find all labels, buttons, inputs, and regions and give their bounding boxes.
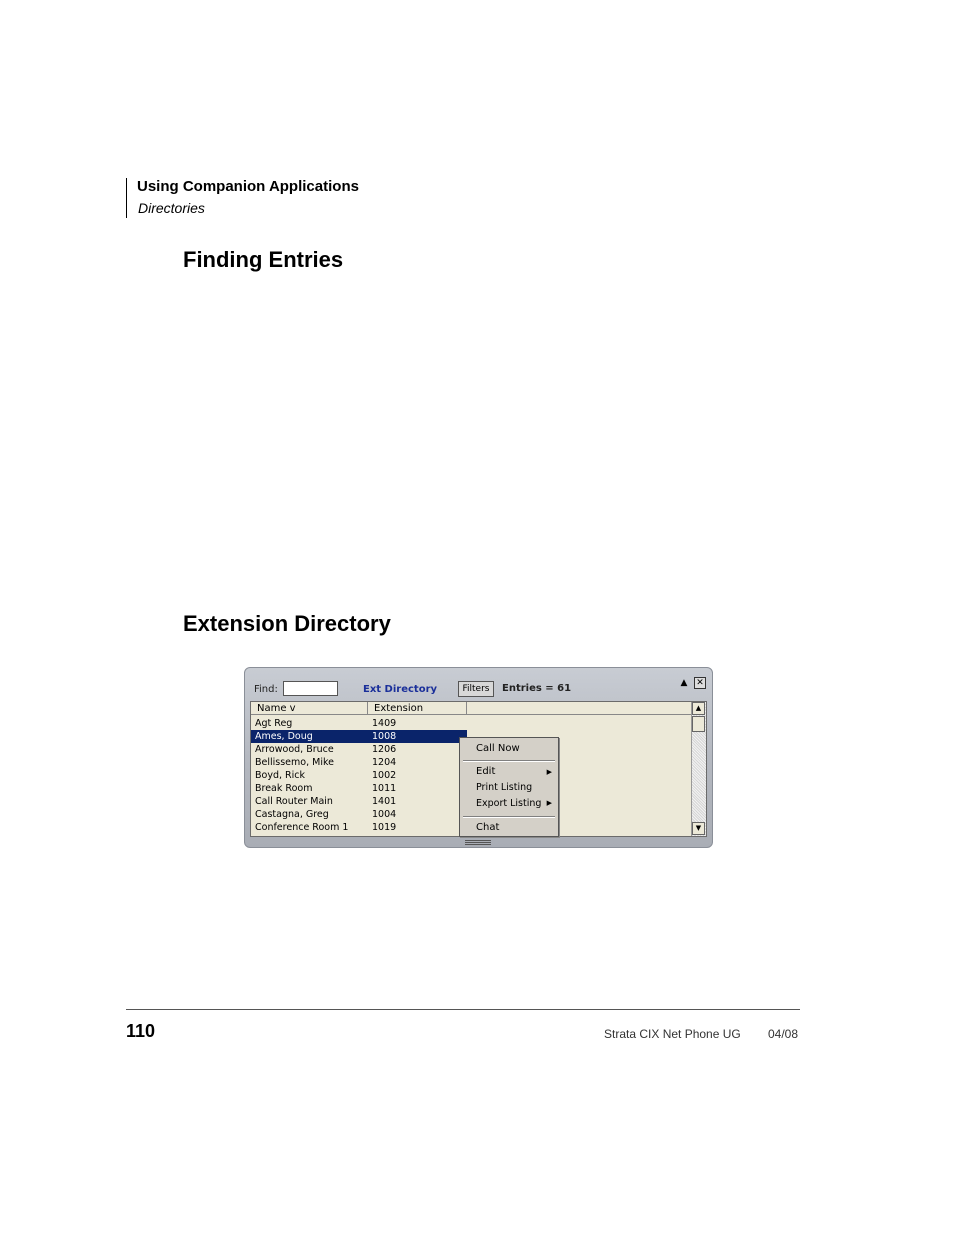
- pin-icon[interactable]: ▲: [680, 678, 688, 688]
- row-extension: 1401: [372, 796, 397, 807]
- document-date: 04/08: [768, 1027, 799, 1041]
- row-extension: 1008: [372, 731, 397, 742]
- column-header-empty: [467, 702, 693, 715]
- find-input[interactable]: [283, 681, 338, 696]
- close-icon[interactable]: ✕: [694, 677, 706, 689]
- extension-directory-window: [244, 667, 713, 848]
- row-name: Ames, Doug: [255, 731, 313, 742]
- menu-item-edit[interactable]: Edit: [476, 766, 496, 777]
- scroll-thumb[interactable]: [692, 716, 705, 732]
- table-row[interactable]: [251, 743, 467, 756]
- table-row[interactable]: [251, 756, 467, 769]
- scroll-down-icon[interactable]: ▼: [692, 822, 705, 835]
- menu-item-chat[interactable]: Chat: [476, 822, 500, 833]
- menu-item-print-listing[interactable]: Print Listing: [476, 782, 533, 793]
- row-name: Break Room: [255, 783, 313, 794]
- row-name: Call Router Main: [255, 796, 333, 807]
- column-header-extension[interactable]: Extension: [368, 702, 467, 715]
- table-row[interactable]: [251, 795, 467, 808]
- directory-title[interactable]: Ext Directory: [363, 684, 438, 695]
- find-label: Find:: [254, 684, 278, 695]
- filters-button[interactable]: Filters: [458, 681, 494, 697]
- table-row-selected[interactable]: [251, 730, 467, 743]
- row-extension: 1004: [372, 809, 397, 820]
- menu-item-call-now[interactable]: Call Now: [476, 743, 520, 754]
- table-row[interactable]: [251, 808, 467, 821]
- column-header-name[interactable]: Name v: [251, 702, 368, 715]
- scroll-up-icon[interactable]: ▲: [692, 702, 705, 715]
- entries-count: Entries = 61: [502, 683, 572, 694]
- directory-toolbar: [251, 680, 706, 700]
- submenu-arrow-icon: ▶: [546, 799, 552, 807]
- context-menu: [459, 737, 559, 837]
- table-row[interactable]: [251, 769, 467, 782]
- table-row[interactable]: [251, 821, 467, 834]
- heading-finding-entries: Finding Entries: [183, 247, 344, 272]
- row-extension: 1011: [372, 783, 397, 794]
- vertical-scrollbar[interactable]: [691, 702, 706, 836]
- heading-extension-directory: Extension Directory: [183, 611, 391, 636]
- row-extension: 1019: [372, 822, 397, 833]
- table-row[interactable]: [251, 782, 467, 795]
- row-name: Conference Room 1: [255, 822, 349, 833]
- row-name: Arrowood, Bruce: [255, 744, 334, 755]
- subsection-title: Directories: [138, 200, 205, 216]
- row-name: Castagna, Greg: [255, 809, 329, 820]
- row-extension: 1204: [372, 757, 397, 768]
- row-name: Boyd, Rick: [255, 770, 305, 781]
- table-row[interactable]: [251, 717, 467, 730]
- window-controls: [679, 670, 706, 689]
- page-number: 110: [126, 1021, 156, 1041]
- row-extension: 1409: [372, 718, 397, 729]
- footer-rule: [126, 1009, 800, 1010]
- menu-separator: [463, 816, 555, 818]
- header-rule: [126, 178, 127, 218]
- resize-grip-icon[interactable]: [465, 840, 491, 846]
- row-name: Agt Reg: [255, 718, 293, 729]
- row-name: Bellissemo, Mike: [255, 757, 334, 768]
- row-extension: 1206: [372, 744, 397, 755]
- document-title: Strata CIX Net Phone UG: [604, 1027, 741, 1041]
- submenu-arrow-icon: ▶: [546, 768, 552, 776]
- section-title: Using Companion Applications: [137, 178, 359, 195]
- menu-separator: [463, 760, 555, 762]
- row-extension: 1002: [372, 770, 397, 781]
- menu-item-export-listing[interactable]: Export Listing: [476, 798, 542, 809]
